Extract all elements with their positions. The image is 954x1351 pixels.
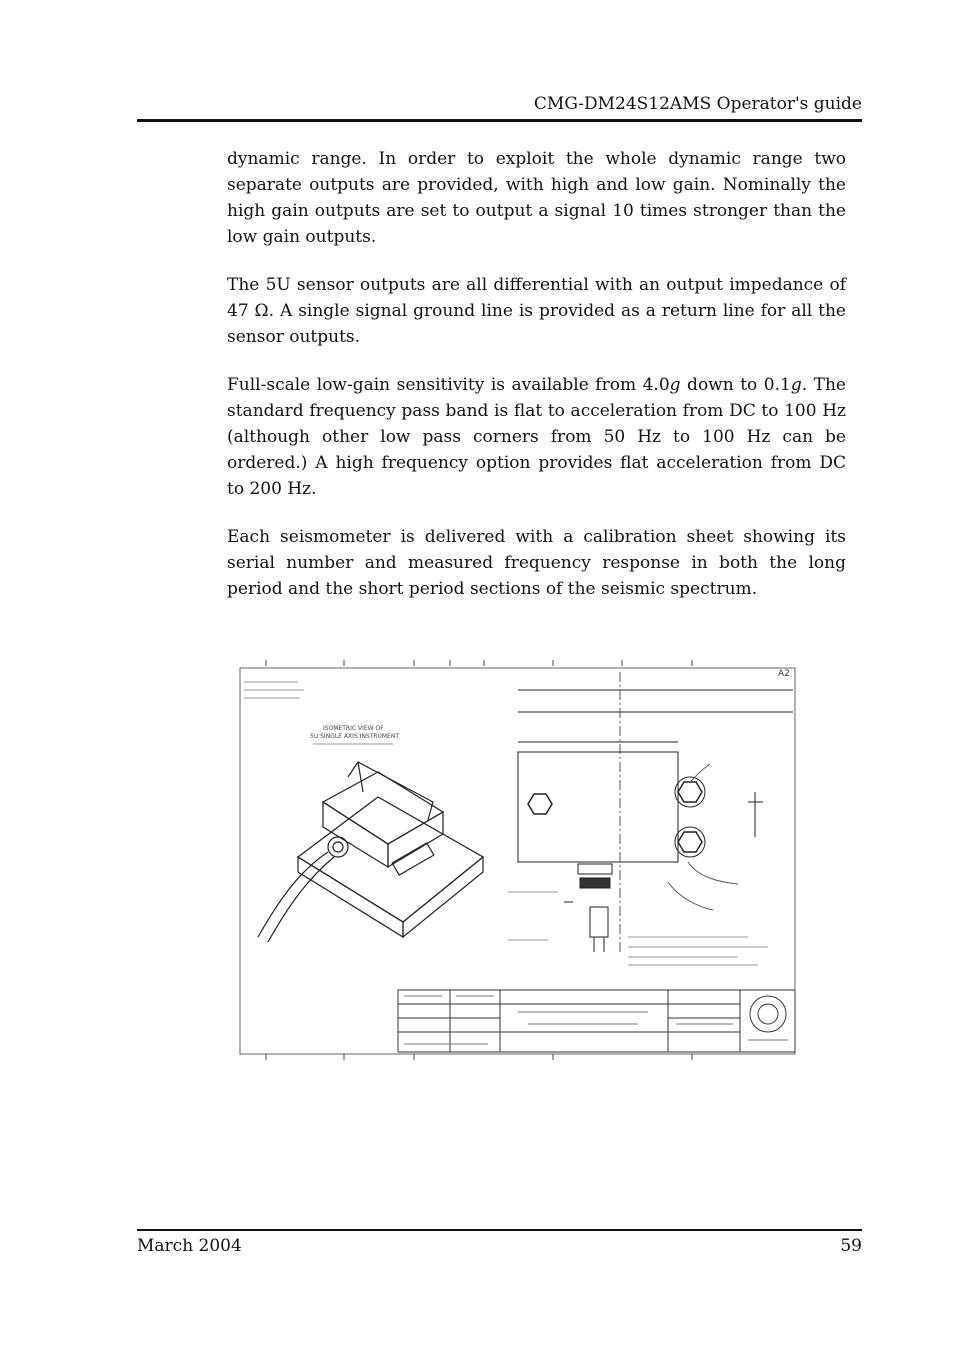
- paragraph-calibration: Each seismometer is delivered with a calibration sheet showing its serial number and measured frequency response in both the long period and the short period sections of the seismic spectrum.: [227, 527, 846, 599]
- isometric-title-1: ISOMETRIC VIEW OF: [323, 725, 384, 732]
- header-rule: [137, 119, 862, 122]
- running-header-title: CMG-DM24S12AMS Operator's guide: [533, 94, 862, 114]
- engineering-drawing-figure: [228, 652, 803, 1060]
- paragraph-sensitivity: Full-scale low-gain sensitivity is available from 4.0g down to 0.1g. The standard frequency pass band is flat to acceleration from DC to 100 Hz (although other low pass corners from 50 Hz to 100 Hz can be ordered.) A high frequency option provides flat acceleration from DC to 200 Hz.: [227, 375, 846, 499]
- sheet-size-label: A2: [778, 669, 790, 679]
- paragraph-sensor-outputs: The 5U sensor outputs are all differential with an output impedance of 47 Ω. A single signal ground line is provided as a return line for all the sensor outputs.: [227, 275, 846, 347]
- page-number: 59: [840, 1236, 862, 1256]
- body-text: [227, 146, 846, 624]
- paragraph-dynamic-range: dynamic range. In order to exploit the whole dynamic range two separate outputs are provided, with high and low gain. Nominally the high gain outputs are set to output a signal 10 times stronger than the low gain outputs.: [227, 149, 846, 247]
- isometric-title-2: 5U SINGLE AXIS INSTRUMENT: [310, 733, 399, 740]
- footer-rule: [137, 1229, 862, 1231]
- footer-date: March 2004: [137, 1236, 242, 1256]
